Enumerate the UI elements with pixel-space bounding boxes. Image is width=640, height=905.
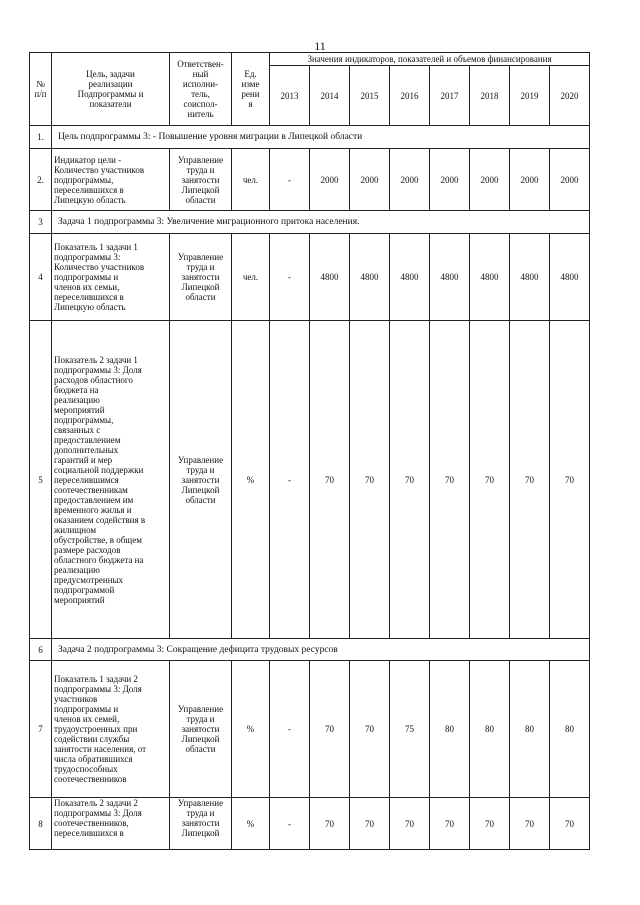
value-cell: 70 <box>390 321 430 639</box>
value-cell: 2000 <box>430 149 470 211</box>
value-cell: 70 <box>510 798 550 850</box>
section-title: Цель подпрограммы 3: - Повышение уровня миграции в Липецкой области <box>52 126 590 149</box>
responsible-cell: Управление труда и занятости Липецкой <box>170 798 232 850</box>
value-cell: 70 <box>310 321 350 639</box>
value-cell: 80 <box>430 661 470 798</box>
value-cell: 2000 <box>550 149 590 211</box>
value-cell: - <box>270 798 310 850</box>
value-cell: 80 <box>510 661 550 798</box>
table-row <box>30 126 590 149</box>
header-values-title: Значения индикаторов, показателей и объемов финансирования <box>270 53 590 66</box>
value-cell: 70 <box>470 798 510 850</box>
section-title: Задача 1 подпрограммы 3: Увеличение миграционного притока населения. <box>52 211 590 234</box>
value-cell: 70 <box>430 321 470 639</box>
value-cell: 70 <box>430 798 470 850</box>
value-cell: 70 <box>350 661 390 798</box>
responsible-cell: Управление труда и занятости Липецкой области <box>170 234 232 321</box>
value-cell: 75 <box>390 661 430 798</box>
indicators-table <box>29 52 590 850</box>
value-cell: 2000 <box>350 149 390 211</box>
value-cell: 2000 <box>470 149 510 211</box>
header-year: 2013 <box>270 66 310 126</box>
value-cell: 4800 <box>310 234 350 321</box>
row-num: 6 <box>30 639 52 661</box>
header-year: 2020 <box>550 66 590 126</box>
value-cell: 4800 <box>470 234 510 321</box>
value-cell: - <box>270 149 310 211</box>
responsible-cell: Управление труда и занятости Липецкой области <box>170 661 232 798</box>
value-cell: 70 <box>350 798 390 850</box>
row-num: 3 <box>30 211 52 234</box>
table-row <box>30 798 590 850</box>
table-row <box>30 321 590 639</box>
value-cell: 80 <box>550 661 590 798</box>
row-num: 5 <box>30 321 52 639</box>
row-num: 8 <box>30 798 52 850</box>
indicator-name: Индикатор цели - Количество участников подпрограммы, переселившихся в Липецкую область <box>52 149 170 211</box>
indicator-name: Показатель 1 задачи 2 подпрограммы 3: Доля участников подпрограммы и членов их семей, трудоустроенных при содействии службы занятости населения, от числа обратившихся трудоспособных соотечественников <box>52 661 170 798</box>
value-cell: 4800 <box>430 234 470 321</box>
value-cell: 4800 <box>390 234 430 321</box>
header-year: 2019 <box>510 66 550 126</box>
row-num: 2. <box>30 149 52 211</box>
indicator-name: Показатель 2 задачи 2 подпрограммы 3: Доля соотечественников, переселившихся в <box>52 798 170 850</box>
value-cell: 70 <box>310 798 350 850</box>
value-cell: 2000 <box>390 149 430 211</box>
header-year: 2017 <box>430 66 470 126</box>
header-year: 2018 <box>470 66 510 126</box>
header-responsible: Ответствен- ный исполни- тель, соиспол- нитель <box>170 53 232 126</box>
responsible-cell: Управление труда и занятости Липецкой области <box>170 321 232 639</box>
section-title: Задача 2 подпрограммы 3: Сокращение дефицита трудовых ресурсов <box>52 639 590 661</box>
table-row <box>30 211 590 234</box>
table-row <box>30 661 590 798</box>
unit-cell: % <box>232 321 270 639</box>
row-num: 4 <box>30 234 52 321</box>
header-unit: Ед. изме рени я <box>232 53 270 126</box>
value-cell: - <box>270 661 310 798</box>
indicator-name: Показатель 1 задачи 1 подпрограммы 3: Количество участников подпрограммы и членов их семьи, переселившихся в Липецкую область <box>52 234 170 321</box>
table-row <box>30 149 590 211</box>
page-number: 11 <box>314 39 326 53</box>
value-cell: 70 <box>510 321 550 639</box>
value-cell: 70 <box>390 798 430 850</box>
value-cell: 70 <box>550 798 590 850</box>
header-year: 2015 <box>350 66 390 126</box>
unit-cell: % <box>232 661 270 798</box>
unit-cell: чел. <box>232 234 270 321</box>
value-cell: 4800 <box>550 234 590 321</box>
header-num: № п/п <box>30 53 52 126</box>
header-goal: Цель, задачи реализации Подпрограммы и показатели <box>52 53 170 126</box>
value-cell: 70 <box>550 321 590 639</box>
value-cell: 70 <box>350 321 390 639</box>
header-year: 2016 <box>390 66 430 126</box>
value-cell: 2000 <box>310 149 350 211</box>
value-cell: 2000 <box>510 149 550 211</box>
row-num: 7 <box>30 661 52 798</box>
value-cell: 4800 <box>510 234 550 321</box>
value-cell: 70 <box>310 661 350 798</box>
value-cell: 4800 <box>350 234 390 321</box>
value-cell: - <box>270 321 310 639</box>
value-cell: 80 <box>470 661 510 798</box>
unit-cell: чел. <box>232 149 270 211</box>
table-row <box>30 234 590 321</box>
value-cell: - <box>270 234 310 321</box>
row-num: 1. <box>30 126 52 149</box>
header-year: 2014 <box>310 66 350 126</box>
value-cell: 70 <box>470 321 510 639</box>
table-row <box>30 639 590 661</box>
indicator-name: Показатель 2 задачи 1 подпрограммы 3: Доля расходов областного бюджета на реализацию мероприятий подпрограммы, связанных с предоставлением дополнительных гарантий и мер социальной поддержки переселившимся соотечественникам предоставлением им временного жилья и оказанием содействия в жилищном обустройстве, в общем размере расходов областного бюджета на реализацию предусмотренных подпрограммой мероприятий <box>52 321 170 639</box>
responsible-cell: Управление труда и занятости Липецкой области <box>170 149 232 211</box>
unit-cell: % <box>232 798 270 850</box>
